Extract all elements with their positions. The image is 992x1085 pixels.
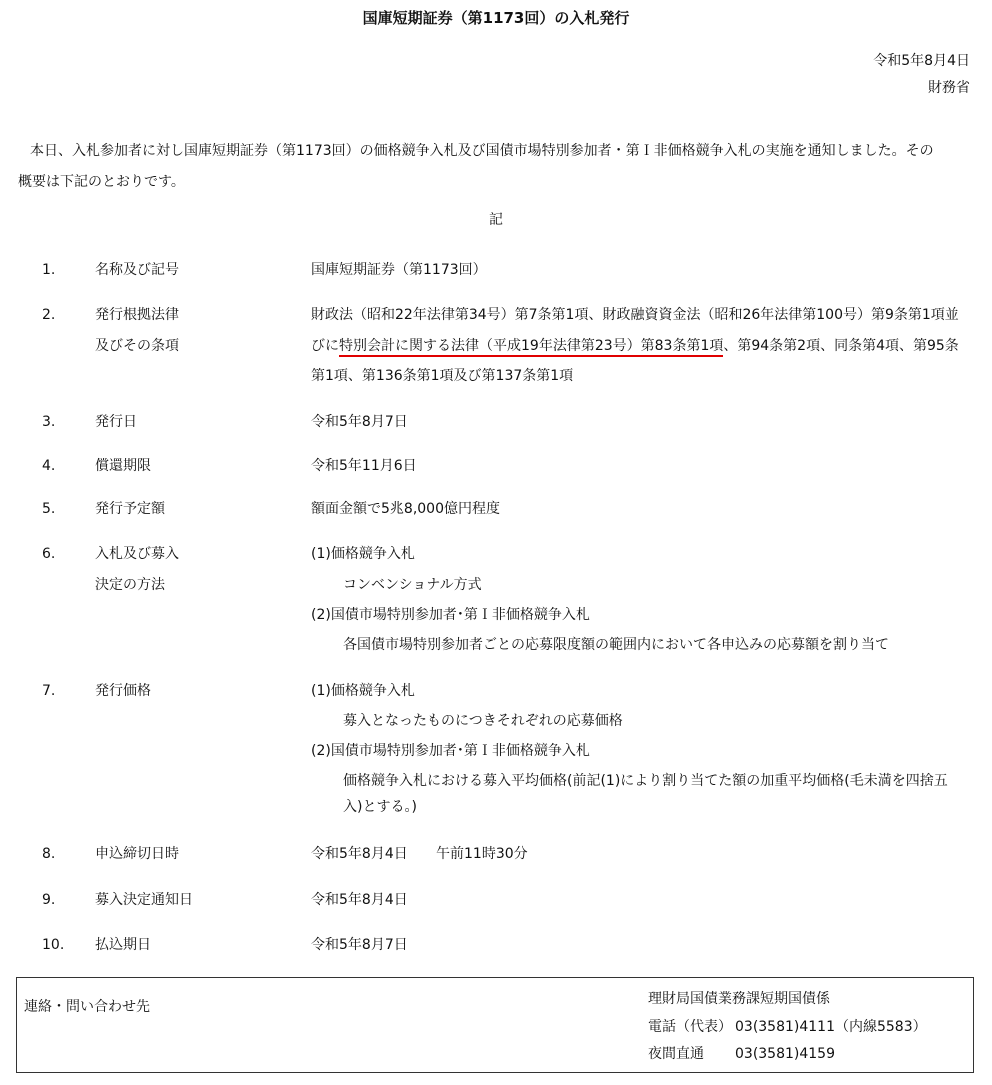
contact-night-label: 夜間直通 [648, 1046, 704, 1062]
contact-department: 理財局国債業務課短期国債係 [648, 991, 830, 1007]
item-number: 7. [42, 683, 56, 699]
item-value: 令和5年8月7日 [311, 414, 408, 430]
item-value: 第1項、第136条第1項及び第137条第1項 [311, 368, 574, 384]
item-value: 額面金額で5兆8,000億円程度 [311, 501, 500, 517]
item-subvalue: コンベンショナル方式 [343, 577, 482, 593]
item-value [311, 338, 959, 354]
highlighted-legal-reference: 特別会計に関する法律（平成19年法律第23号）第83条第1項 [339, 338, 723, 357]
item-value: 令和5年8月7日 [311, 937, 408, 953]
contact-phone: 03(3581)4111（内線5583） [735, 1019, 927, 1035]
legal-text: 、第94条第2項、同条第4項、第95条 [723, 338, 959, 354]
item-number: 8. [42, 846, 56, 862]
item-label: 発行予定額 [95, 501, 165, 517]
item-label: 発行日 [95, 414, 137, 430]
issue-date: 令和5年8月4日 [873, 53, 970, 69]
ki-heading: 記 [489, 212, 503, 228]
item-label: 償還期限 [95, 458, 151, 474]
item-subvalue: 各国債市場特別参加者ごとの応募限度額の範囲内において各申込みの応募額を割り当て [343, 637, 889, 653]
issuer-ministry: 財務省 [928, 80, 970, 96]
item-subheading: (1)価格競争入札 [311, 683, 415, 699]
item-number: 9. [42, 892, 56, 908]
item-label: 発行価格 [95, 683, 151, 699]
item-value: 国庫短期証券（第1173回） [311, 262, 487, 278]
item-label: 名称及び記号 [95, 262, 179, 278]
item-number: 5. [42, 501, 56, 517]
item-subvalue: 募入となったものにつきそれぞれの応募価格 [343, 713, 623, 729]
item-label: 申込締切日時 [95, 846, 179, 862]
item-value: 財政法（昭和22年法律第34号）第7条第1項、財政融資資金法（昭和26年法律第100号）第9条第1項並 [311, 307, 959, 323]
item-subvalue: 価格競争入札における募入平均価格(前記(1)により割り当てた額の加重平均価格(毛未満を四捨五 [343, 773, 948, 789]
item-subheading: (2)国債市場特別参加者･第Ｉ非価格競争入札 [311, 607, 590, 623]
item-label: 発行根拠法律 [95, 307, 179, 323]
intro-line-1: 本日、入札参加者に対し国庫短期証券（第1173回）の価格競争入札及び国債市場特別参加者・第Ｉ非価格競争入札の実施を通知しました。その [30, 143, 934, 159]
item-subheading: (2)国債市場特別参加者･第Ｉ非価格競争入札 [311, 743, 590, 759]
intro-line-2: 概要は下記のとおりです。 [18, 174, 185, 190]
item-label: 入札及び募入 [95, 546, 179, 562]
item-value-time: 午前11時30分 [436, 846, 528, 862]
contact-label: 連絡・問い合わせ先 [24, 999, 150, 1015]
item-number: 6. [42, 546, 56, 562]
legal-text: びに [311, 338, 339, 354]
contact-phone-label: 電話（代表） [648, 1019, 732, 1035]
item-value: 令和5年11月6日 [311, 458, 417, 474]
item-label: 払込期日 [95, 937, 151, 953]
contact-night-phone: 03(3581)4159 [735, 1046, 835, 1062]
item-number: 2. [42, 307, 56, 323]
item-number: 3. [42, 414, 56, 430]
item-subheading: (1)価格競争入札 [311, 546, 415, 562]
item-number: 10. [42, 937, 65, 953]
page-title: 国庫短期証券（第1173回）の入札発行 [362, 9, 630, 27]
item-label: 決定の方法 [95, 577, 165, 593]
item-number: 4. [42, 458, 56, 474]
item-value: 令和5年8月4日 [311, 892, 408, 908]
item-number: 1. [42, 262, 56, 278]
item-label: 及びその条項 [95, 338, 179, 354]
item-value: 令和5年8月4日 [311, 846, 408, 862]
item-label: 募入決定通知日 [95, 892, 193, 908]
item-subvalue: 入)とする。) [343, 799, 417, 815]
